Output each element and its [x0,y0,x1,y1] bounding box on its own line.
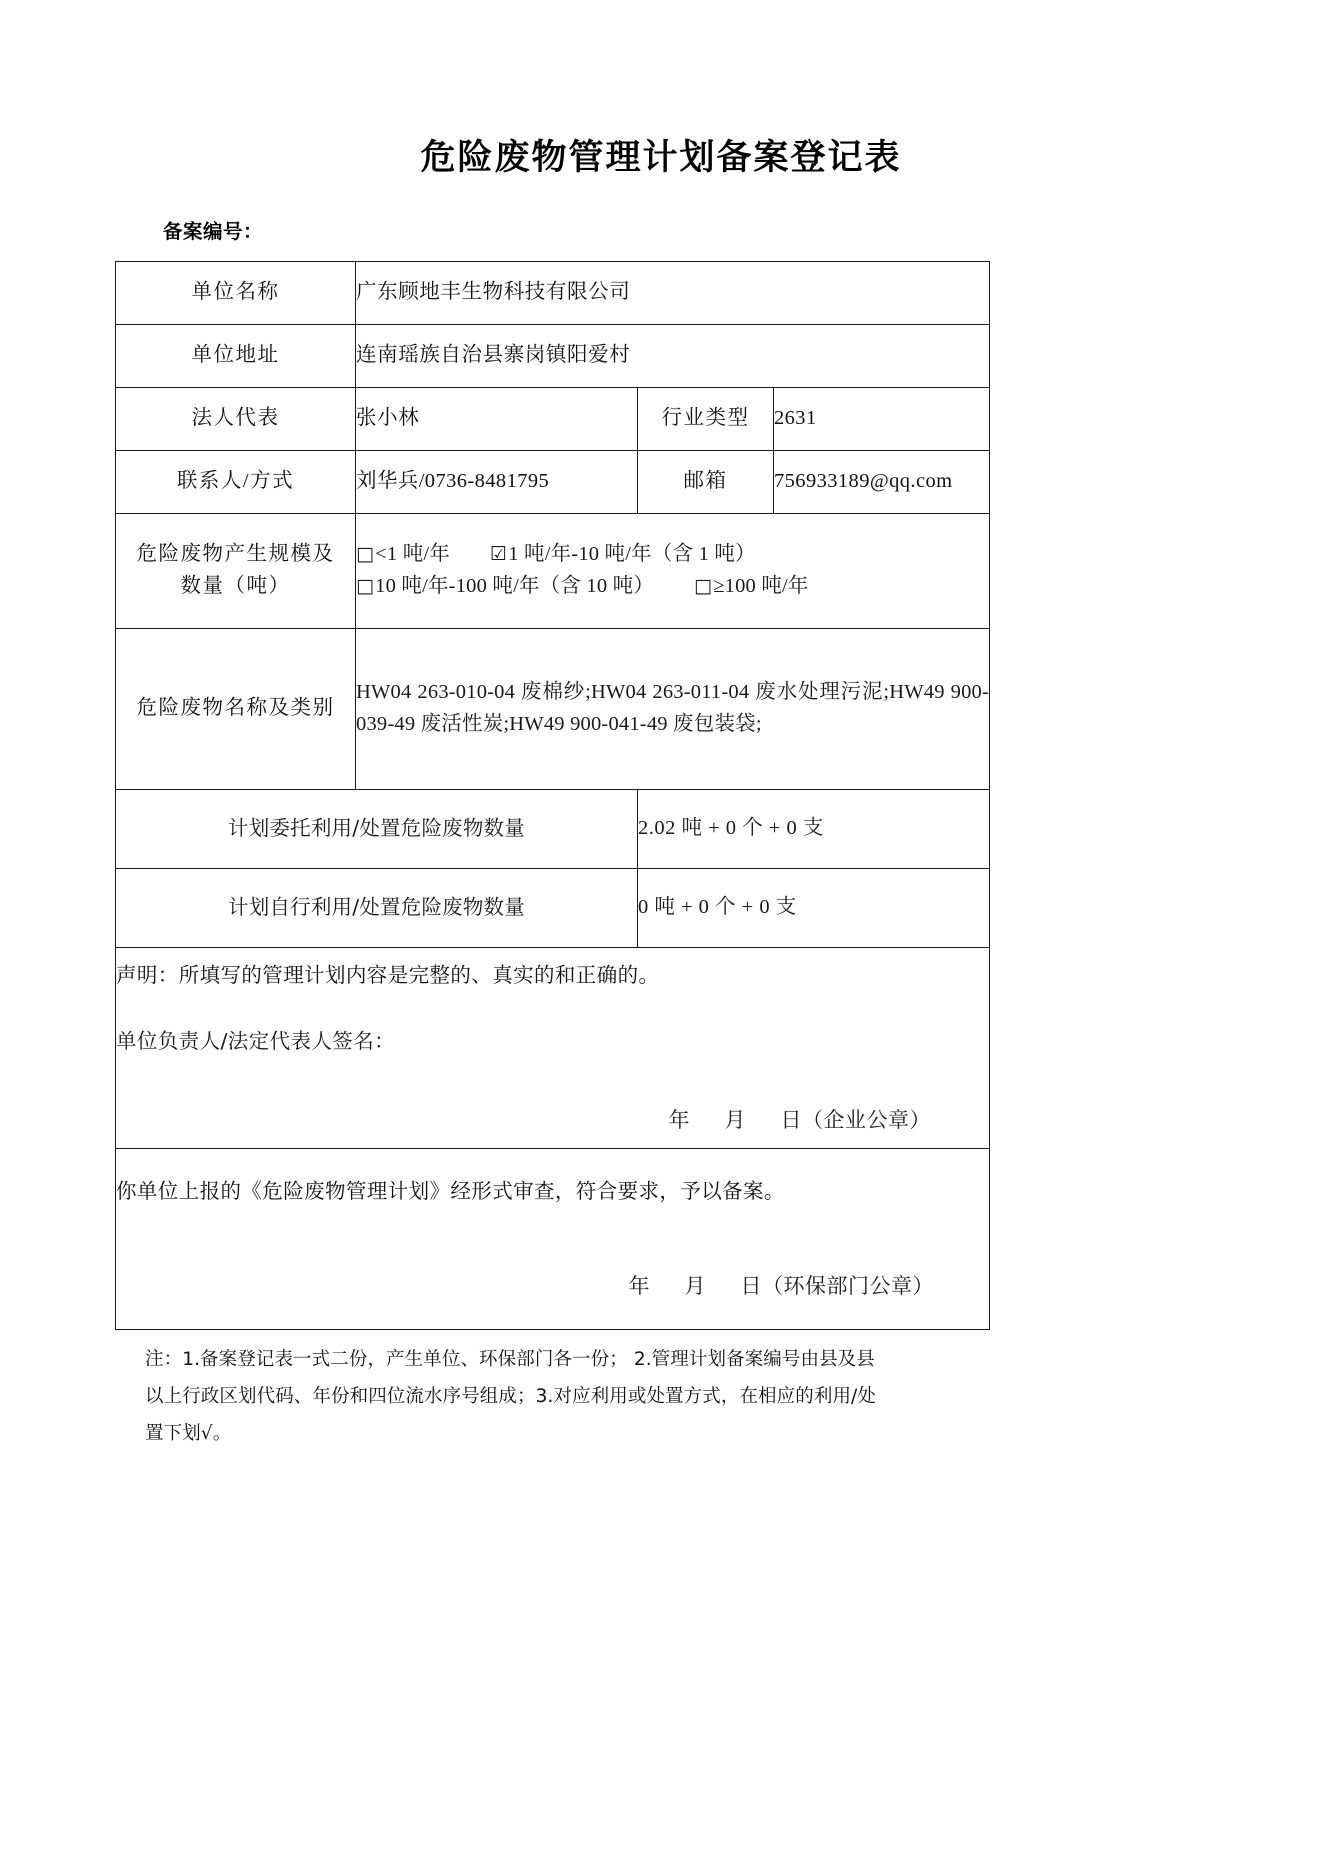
checkbox-unchecked-icon[interactable]: □ [356,575,375,597]
table-row-generation-scale [116,514,990,629]
value-self-qty[interactable]: 0 吨 + 0 个 + 0 支 [638,869,990,948]
footnote [145,1341,1025,1452]
label-generation-scale [116,514,356,629]
label-contact: 联系人/方式 [116,451,356,514]
label-waste-list: 危险废物名称及类别 [116,629,356,790]
label-legal-rep: 法人代表 [116,388,356,451]
value-waste-list[interactable]: HW04 263-010-04 废棉纱;HW04 263-011-04 废水处理污泥;HW49 900-039-49 废活性炭;HW49 900-041-49 废包装袋; [356,629,990,790]
scale-options-row-1 [356,539,989,571]
approval-text: 你单位上报的《危险废物管理计划》经形式审查，符合要求，予以备案。 [116,1178,785,1203]
scale-option-1-label: 1 吨/年-10 吨/年（含 1 吨） [508,543,756,566]
footnote-line-1: 注：1.备案登记表一式二份，产生单位、环保部门各一份； 2.管理计划备案编号由县及县 [145,1349,875,1370]
scale-option-2[interactable] [356,575,654,597]
label-self-qty: 计划自行利用/处置危险废物数量 [116,869,638,948]
scale-option-0[interactable] [356,543,450,565]
table-row-unit-name [116,262,990,325]
value-legal-rep[interactable]: 张小林 [356,388,638,451]
label-unit-name: 单位名称 [116,262,356,325]
checkbox-checked-icon[interactable]: ☑ [490,543,508,566]
scale-option-3[interactable] [694,575,809,597]
label-industry-type: 行业类型 [638,388,774,451]
scale-options-row-2 [356,571,989,603]
statement-block [116,948,990,1149]
checkbox-unchecked-icon[interactable]: □ [356,543,375,566]
value-unit-address[interactable]: 连南瑶族自治县寨岗镇阳爱村 [356,325,990,388]
value-industry-type[interactable]: 2631 [774,388,990,451]
checkbox-unchecked-icon[interactable]: □ [694,575,713,597]
table-row-legal-rep [116,388,990,451]
scale-option-0-label: <1 吨/年 [375,543,450,566]
record-number-label: 备案编号： [163,220,264,243]
label-email: 邮箱 [638,451,774,514]
approval-block [116,1149,990,1330]
label-unit-address: 单位地址 [116,325,356,388]
value-entrusted-qty[interactable]: 2.02 吨 + 0 个 + 0 支 [638,790,990,869]
statement-signature-label[interactable]: 单位负责人/法定代表人签名： [116,1029,396,1054]
value-unit-name[interactable]: 广东顾地丰生物科技有限公司 [356,262,990,325]
footnote-line-3: 置下划√。 [145,1423,232,1444]
page-title: 危险废物管理计划备案登记表 [420,138,902,178]
label-generation-scale-line1: 危险废物产生规模及 [136,543,335,566]
scale-option-2-label: 10 吨/年-100 吨/年（含 10 吨） [375,575,655,597]
registration-form-table [115,261,990,1330]
statement-date-line[interactable]: 年 月 日（企业公章） [668,1108,932,1132]
table-row-self-qty [116,869,990,948]
table-row-entrusted-qty [116,790,990,869]
table-row-waste-list [116,629,990,790]
footnote-line-2: 以上行政区划代码、年份和四位流水序号组成；3.对应利用或处置方式，在相应的利用/处 [145,1386,876,1407]
table-row-contact [116,451,990,514]
table-row-approval [116,1149,990,1330]
scale-option-3-label: ≥100 吨/年 [713,575,809,597]
value-contact[interactable]: 刘华兵/0736-8481795 [356,451,638,514]
table-row-statement [116,948,990,1149]
statement-declaration: 声明：所填写的管理计划内容是完整的、真实的和正确的。 [116,963,660,988]
label-generation-scale-line2: 数量（吨） [180,575,291,597]
statement-spacer [116,992,989,1026]
label-entrusted-qty: 计划委托利用/处置危险废物数量 [116,790,638,869]
scale-option-1[interactable] [490,543,756,565]
value-email[interactable]: 756933189@qq.com [774,451,990,514]
approval-date-line[interactable]: 年 月 日（环保部门公章） [628,1273,935,1298]
generation-scale-options [356,514,990,629]
table-row-unit-address [116,325,990,388]
